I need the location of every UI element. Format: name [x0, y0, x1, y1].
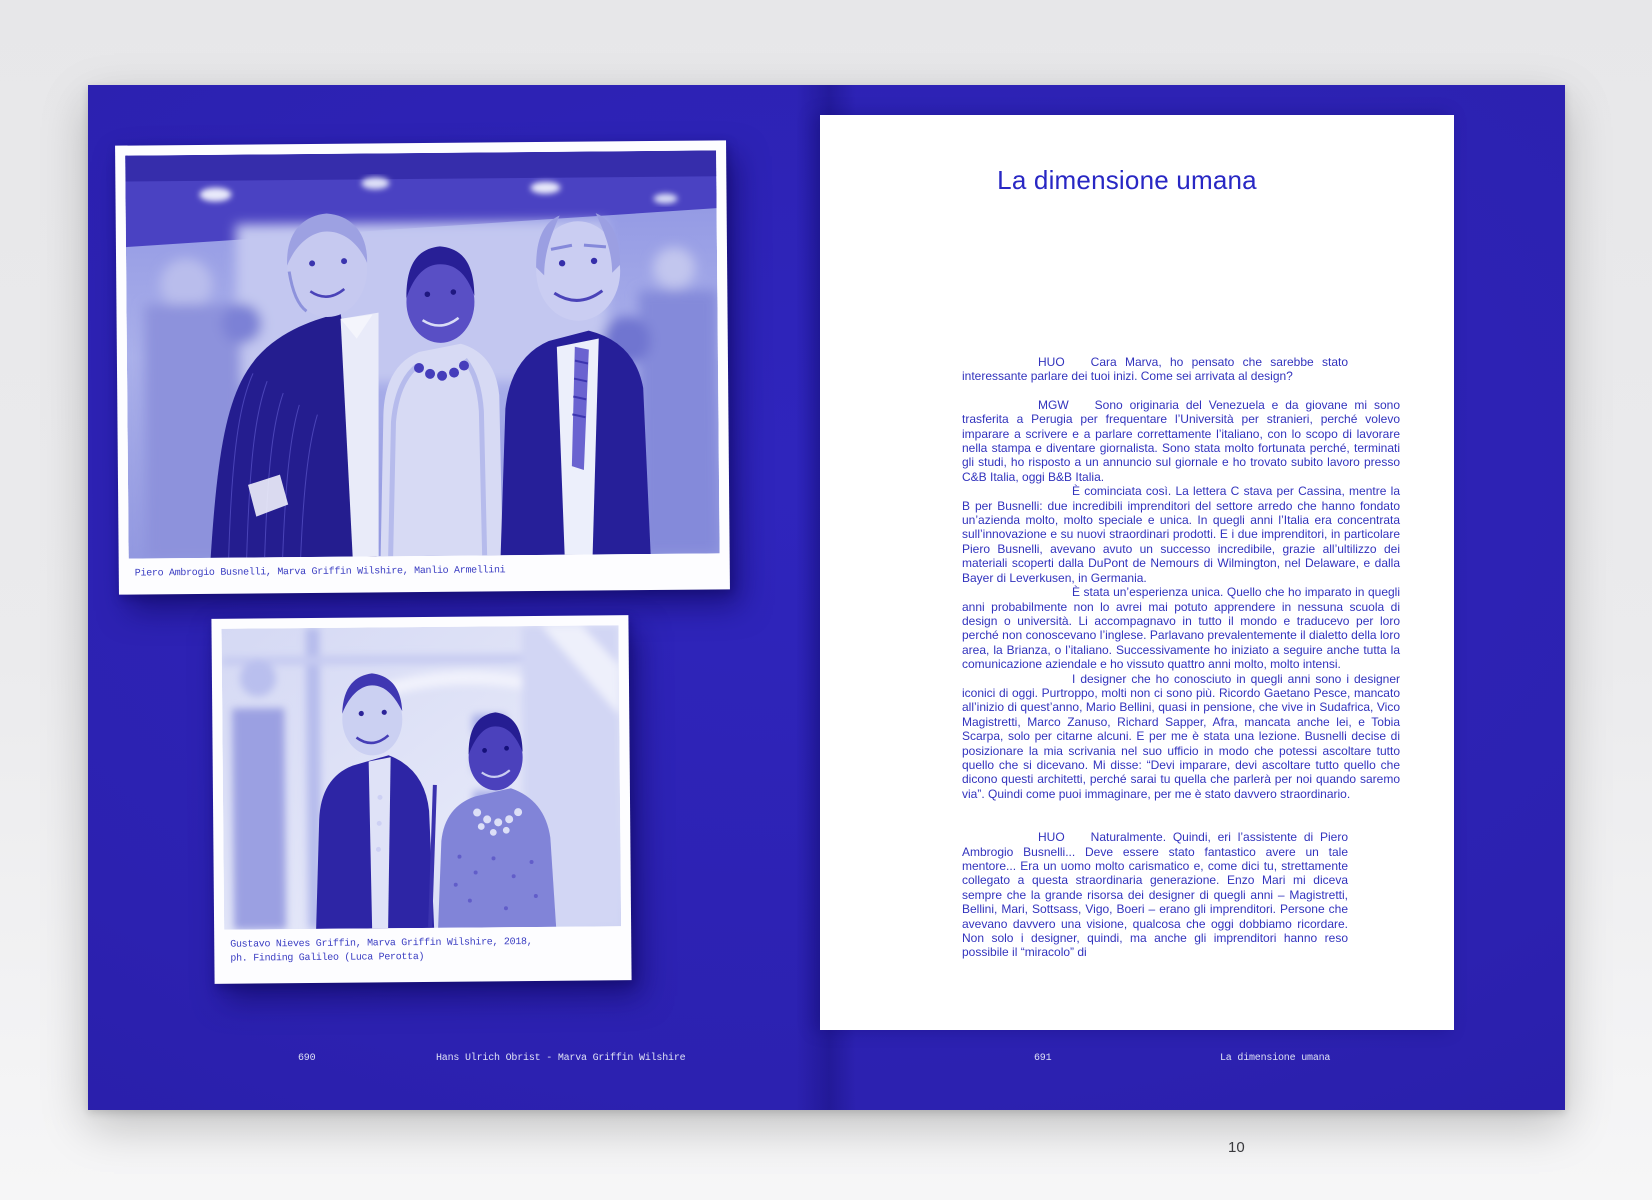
- interview-paragraph: È stata un’esperienza unica. Quello che ho imparato in quegli anni probabilmente non lo avrei mai potuto apprendere in nessuna scuola di design o università. Li accompagnavo in tutto il mondo e traducevo per loro perché non conoscevano l’inglese. Parlavano prevalentemente il dialetto della loro area, la Brianza, o l’italiano. Successivamente ho iniziato a seguire anche tutta la comunicazione aziendale e ho vissuto quattro anni molto, molto intensi.: [962, 585, 1400, 672]
- photo-fair-caption: [224, 935, 621, 965]
- interview-paragraph: È cominciata così. La lettera C stava per Cassina, mentre la B per Busnelli: due incredibili imprenditori del settore arredo che hanno fondato un’azienda molto, molto speciale e unica. In quegli anni l’Italia era concentrata sull’innovazione e su nuovi straordinari prodotti. E i due imprenditori, in particolare Piero Busnelli, avevano avuto un successo incredibile, grazie all’ultilizzo dei materiali scoperti dalla DuPont de Nemours di Wilmington, nel Delaware, e dalla Bayer di Leverkusen, in Germania.: [962, 484, 1400, 585]
- article-title: La dimensione umana: [997, 165, 1257, 196]
- folio-left: 690: [298, 1053, 316, 1064]
- interview-paragraph: HUO Naturalmente. Quindi, eri l’assistente di Piero Ambrogio Busnelli... Deve essere stato fantastico avere un tale mentore... Era un uomo molto carismatico e, come dici tu, strettamente collegato a questa straordinaria generazione. Enzo Mari mi diceva sempre che la grande risorsa dei designer di quegli anni – Magistretti, Bellini, Mari, Sottsass, Vigo, Boeri – erano gli imprenditori. Persone che avevano davvero una visione, qualcosa che oggi dobbiamo ricordare. Non solo i designer, quindi, ma anche gli imprenditori hanno reso possibile il “miracolo” di: [962, 830, 1348, 960]
- interview-paragraph: I designer che ho conosciuto in quegli anni sono i designer iconici di oggi. Purtroppo, molti non ci sono più. Ricordo Gaetano Pesce, mancato all’inizio di quest’anno, Mario Bellini, quasi in pensione, che vive in Sudafrica, Vico Magistretti, Marco Zanuso, Richard Sapper, Afra, mancata anche lei, e Tobia Scarpa, solo per citarne alcuni. E per me è stata una lezione. Busnelli decise di posizionare la mia scrivania nel suo ufficio in modo che potessi ascoltare tutto quello che si dicevano. Mi disse: “Devi imparare, devi ascoltare tutto quello che dicono questi architetti, perché sarai tu quella che parlerà per noi quando saremo via”. Quindi come puoi immaginare, per me è stato davvero straordinario.: [962, 671, 1400, 801]
- book-spread: [88, 85, 1565, 1110]
- speaker-label: HUO: [1038, 355, 1065, 369]
- interview-paragraph: HUO Cara Marva, ho pensato che sarebbe stato interessante parlare dei tuoi inizi. Come sei arrivata al design?: [962, 355, 1348, 384]
- photo-fair-duotone: [222, 625, 622, 929]
- running-title-left: Hans Ulrich Obrist - Marva Griffin Wilshire: [436, 1053, 686, 1064]
- page-number: 10: [1228, 1139, 1245, 1156]
- interview-paragraph: MGW Sono originaria del Venezuela e da giovane mi sono trasferita a Perugia per frequentare l’Università per stranieri, perché volevo imparare a scrivere e a parlare correttamente l’italiano, con lo scopo di lavorare nella stampa e diventare giornalista. Sono stata molto fortunata perché, terminati gli studi, ho risposto a un annuncio sul giornale e ho trovato subito lavoro presso C&B Italia, oggi B&B Italia.: [962, 397, 1400, 484]
- running-title-right: La dimensione umana: [1220, 1053, 1331, 1064]
- folio-right: 691: [1034, 1053, 1052, 1064]
- speaker-label: MGW: [1038, 397, 1069, 412]
- left-page: [88, 85, 826, 1110]
- photo-fair-caption-line1: Gustavo Nieves Griffin, Marva Griffin Wilshire, 2018,: [230, 937, 533, 951]
- photo-frame-event: [115, 140, 730, 594]
- photo-event-caption: Piero Ambrogio Busnelli, Marva Griffin Wilshire, Manlio Armellini: [134, 565, 506, 580]
- photo-fair-caption-line2: ph. Finding Galileo (Luca Perotta): [230, 951, 425, 965]
- photo-frame-fair: [211, 615, 631, 984]
- photo-event-duotone: [125, 150, 719, 558]
- speaker-label: HUO: [1038, 830, 1065, 845]
- interview-text: [962, 355, 1400, 960]
- right-page: [820, 115, 1454, 1030]
